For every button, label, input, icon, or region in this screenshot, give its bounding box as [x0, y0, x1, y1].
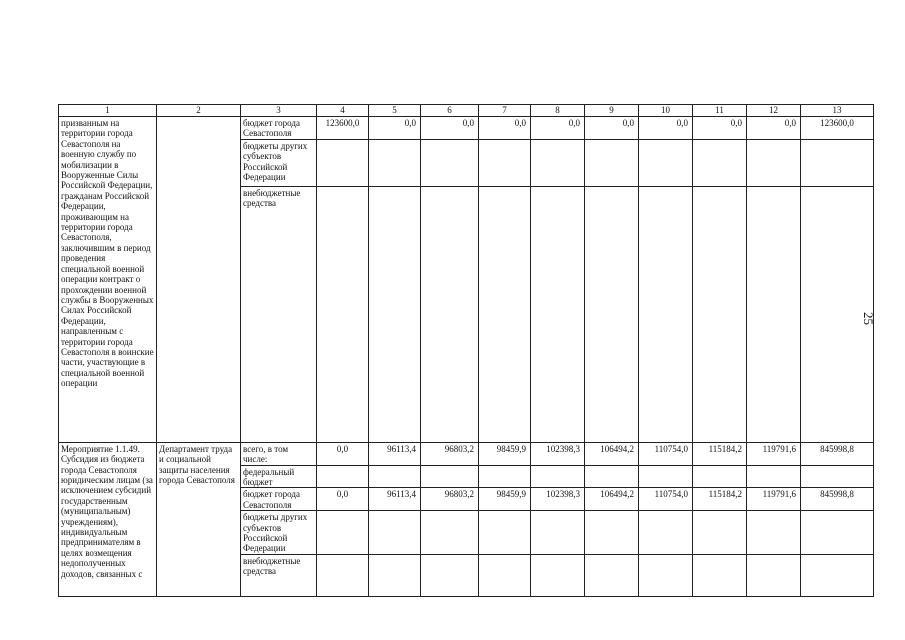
funding-source: бюджет города Севастополя — [241, 488, 317, 511]
value-cell: 0,0 — [693, 117, 747, 140]
value-cell — [801, 186, 874, 442]
value-cell — [317, 139, 369, 186]
funding-source: внебюджетные средства — [241, 554, 317, 596]
header-cell: 8 — [531, 105, 585, 117]
value-cell: 845998,8 — [801, 488, 874, 511]
value-cell: 110754,0 — [639, 488, 693, 511]
value-cell: 96803,2 — [421, 442, 479, 465]
value-cell — [639, 511, 693, 555]
header-cell: 7 — [479, 105, 531, 117]
value-cell — [639, 554, 693, 596]
value-cell — [531, 511, 585, 555]
value-cell — [479, 511, 531, 555]
value-cell — [747, 186, 801, 442]
value-cell — [693, 465, 747, 488]
value-cell: 115184,2 — [693, 442, 747, 465]
value-cell — [639, 139, 693, 186]
header-cell: 2 — [157, 105, 241, 117]
value-cell — [369, 465, 421, 488]
value-cell — [531, 186, 585, 442]
value-cell: 0,0 — [317, 442, 369, 465]
value-cell: 0,0 — [479, 117, 531, 140]
value-cell: 106494,2 — [585, 442, 639, 465]
funding-source: федеральный бюджет — [241, 465, 317, 488]
value-cell: 845998,8 — [801, 442, 874, 465]
value-cell — [421, 554, 479, 596]
value-cell — [531, 554, 585, 596]
value-cell — [693, 511, 747, 555]
value-cell — [639, 186, 693, 442]
value-cell: 0,0 — [317, 488, 369, 511]
page-number: 25 — [861, 312, 876, 325]
value-cell: 102398,3 — [531, 442, 585, 465]
value-cell — [479, 139, 531, 186]
value-cell — [747, 554, 801, 596]
measure-description: призванным на территории города Севастополя на военную службу по мобилизации в Вооруженные Силы Российской Федерации, гражданам Российской Федерации, проживающим на территории города Севастополя, заключившим в период проведения специальной военной операции контракт о прохождении военной службы в Вооруженных Силах Российской Федерации, направленным с территории города Севастополя в воинские части, участвующие в специальной военной операции — [59, 117, 157, 443]
header-row — [59, 105, 874, 117]
value-cell — [801, 465, 874, 488]
value-cell — [421, 511, 479, 555]
header-cell: 12 — [747, 105, 801, 117]
budget-table — [58, 104, 874, 597]
value-cell — [317, 554, 369, 596]
value-cell — [369, 186, 421, 442]
header-cell: 9 — [585, 105, 639, 117]
value-cell — [585, 465, 639, 488]
table-row — [59, 442, 874, 465]
value-cell — [317, 511, 369, 555]
value-cell: 102398,3 — [531, 488, 585, 511]
value-cell — [421, 186, 479, 442]
value-cell: 119791,6 — [747, 442, 801, 465]
value-cell: 96113,4 — [369, 442, 421, 465]
funding-source: бюджет города Севастополя — [241, 117, 317, 140]
value-cell: 115184,2 — [693, 488, 747, 511]
value-cell — [369, 139, 421, 186]
value-cell — [479, 186, 531, 442]
value-cell — [693, 186, 747, 442]
value-cell — [531, 465, 585, 488]
value-cell: 96803,2 — [421, 488, 479, 511]
value-cell — [369, 511, 421, 555]
value-cell — [747, 139, 801, 186]
value-cell — [531, 139, 585, 186]
value-cell — [639, 465, 693, 488]
value-cell: 123600,0 — [801, 117, 874, 140]
funding-source: внебюджетные средства — [241, 186, 317, 442]
value-cell: 106494,2 — [585, 488, 639, 511]
executor-cell: Департамент труда и социальной защиты населения города Севастополя — [157, 442, 241, 596]
value-cell: 98459,9 — [479, 488, 531, 511]
value-cell: 110754,0 — [639, 442, 693, 465]
value-cell — [317, 465, 369, 488]
value-cell — [479, 465, 531, 488]
value-cell: 0,0 — [585, 117, 639, 140]
header-cell: 5 — [369, 105, 421, 117]
value-cell: 123600,0 — [317, 117, 369, 140]
table-row — [59, 117, 874, 140]
value-cell — [317, 186, 369, 442]
header-cell: 6 — [421, 105, 479, 117]
header-cell: 13 — [801, 105, 874, 117]
value-cell — [421, 139, 479, 186]
value-cell: 0,0 — [421, 117, 479, 140]
value-cell — [585, 511, 639, 555]
funding-source: всего, в том числе: — [241, 442, 317, 465]
value-cell — [585, 139, 639, 186]
header-cell: 3 — [241, 105, 317, 117]
value-cell — [369, 554, 421, 596]
value-cell: 119791,6 — [747, 488, 801, 511]
value-cell: 0,0 — [747, 117, 801, 140]
value-cell — [585, 186, 639, 442]
value-cell: 0,0 — [369, 117, 421, 140]
value-cell: 96113,4 — [369, 488, 421, 511]
funding-source: бюджеты других субъектов Российской Федерации — [241, 139, 317, 186]
value-cell — [747, 465, 801, 488]
header-cell: 11 — [693, 105, 747, 117]
value-cell — [747, 511, 801, 555]
value-cell — [801, 511, 874, 555]
value-cell: 0,0 — [639, 117, 693, 140]
value-cell — [421, 465, 479, 488]
funding-source: бюджеты других субъектов Российской Федерации — [241, 511, 317, 555]
value-cell — [693, 554, 747, 596]
header-cell: 1 — [59, 105, 157, 117]
value-cell — [801, 139, 874, 186]
header-cell: 10 — [639, 105, 693, 117]
value-cell: 0,0 — [531, 117, 585, 140]
header-cell: 4 — [317, 105, 369, 117]
value-cell — [585, 554, 639, 596]
measure-description: Мероприятие 1.1.49. Субсидия из бюджета города Севастополя юридическим лицам (за исключением субсидий государственным (муниципальным) учреждениям), индивидуальным предпринимателям в целях возмещения недополученных доходов, связанных с — [59, 442, 157, 596]
value-cell — [479, 554, 531, 596]
value-cell: 98459,9 — [479, 442, 531, 465]
executor-cell — [157, 117, 241, 443]
value-cell — [693, 139, 747, 186]
value-cell — [801, 554, 874, 596]
